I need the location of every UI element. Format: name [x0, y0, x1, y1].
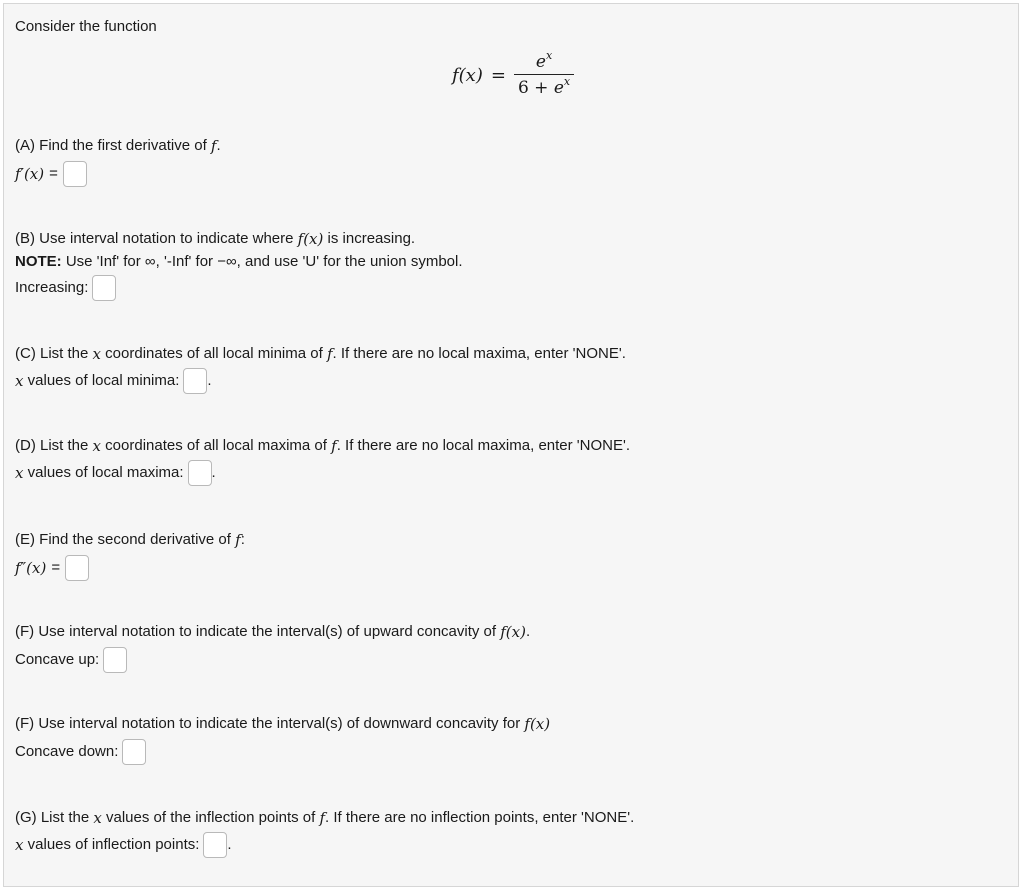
formula-equals: =	[490, 64, 506, 86]
partA-answer-row: f′(x) =	[15, 161, 87, 187]
partG-label: values of inflection points:	[27, 836, 200, 853]
intro-label: Consider the function	[15, 18, 157, 35]
partA-prompt: (A) Find the first derivative of f .	[15, 137, 221, 155]
partD-prompt: (D) List the x coordinates of all local maxima of f . If there are no local maxima, enter 'NONE'.	[15, 437, 631, 455]
function-formula	[452, 49, 574, 98]
partB-answer-row	[15, 275, 116, 301]
formula-lhs: f(x)	[452, 64, 483, 86]
formula-numerator: $e^x$	[535, 49, 553, 72]
concave-up-input[interactable]	[103, 647, 127, 673]
formula-fraction	[514, 49, 574, 98]
formula-denominator: $6 + e^x$	[514, 74, 574, 98]
intro-text	[15, 17, 157, 37]
partF1-label: Concave up:	[15, 651, 100, 668]
partC-label: values of local minima:	[27, 372, 180, 389]
partA-label: f′(x)	[15, 165, 45, 183]
partE-prompt: (E) Find the second derivative of f :	[15, 531, 245, 549]
partG-answer-row: x values of inflection points: .	[15, 832, 232, 858]
increasing-input[interactable]	[92, 275, 116, 301]
partG-prompt: (G) List the x values of the inflection points of f . If there are no inflection points, enter 'NONE'.	[15, 809, 635, 827]
partD-answer-row: x values of local maxima: .	[15, 460, 216, 486]
inflection-points-input[interactable]	[203, 832, 227, 858]
partE-label: f″(x)	[15, 559, 47, 577]
partF1-prompt: (F) Use interval notation to indicate the interval(s) of upward concavity of f(x) .	[15, 623, 531, 641]
first-derivative-input[interactable]	[63, 161, 87, 187]
local-minima-input[interactable]	[183, 368, 207, 394]
local-maxima-input[interactable]	[188, 460, 212, 486]
partF2-prompt: (F) Use interval notation to indicate the interval(s) of downward concavity for f(x)	[15, 715, 551, 733]
partD-label: values of local maxima:	[27, 464, 184, 481]
partC-prompt: (C) List the x coordinates of all local minima of f . If there are no local maxima, enter 'NONE'.	[15, 345, 626, 363]
partB-prompt: (B) Use interval notation to indicate where f(x) is increasing.	[15, 230, 416, 248]
partC-answer-row: x values of local minima: .	[15, 368, 212, 394]
partB-label: Increasing:	[15, 279, 89, 296]
concave-down-input[interactable]	[122, 739, 146, 765]
partF2-label: Concave down:	[15, 743, 119, 760]
partB-note: NOTE: Use 'Inf' for ∞, '-Inf' for −∞, and use 'U' for the union symbol.	[15, 253, 463, 270]
partE-answer-row: f″(x) =	[15, 555, 89, 581]
question-panel	[3, 3, 1019, 887]
partF1-answer-row	[15, 647, 127, 673]
partF2-answer-row	[15, 739, 146, 765]
second-derivative-input[interactable]	[65, 555, 89, 581]
